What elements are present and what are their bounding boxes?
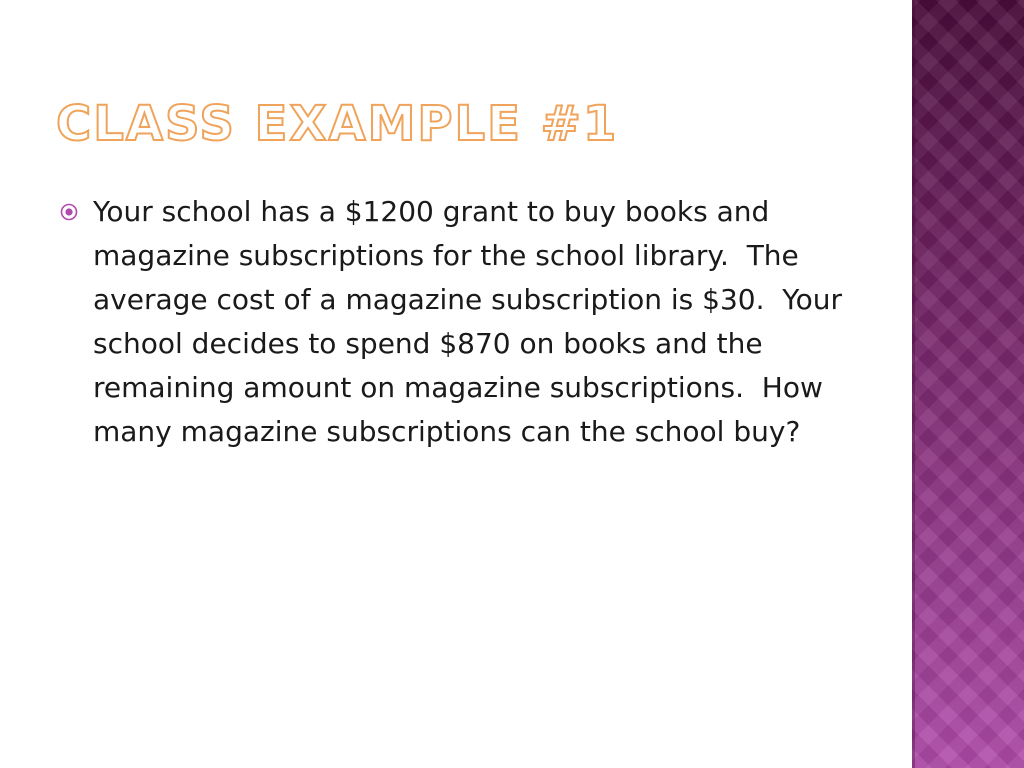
circle-dot-icon — [60, 203, 78, 221]
side-band-edge — [912, 0, 915, 768]
decorative-side-band — [912, 0, 1024, 768]
bullet-text: Your school has a $1200 grant to buy books and magazine subscriptions for the school library. The average cost of a magazine subscription is $30. Your school decides to spend $870 on books and the remaining amount on magazine subscriptions. How many magazine subscriptions can the school buy? — [93, 195, 851, 448]
slide-title: CLASS EXAMPLE #1 — [56, 96, 619, 152]
diamond-pattern — [912, 0, 1024, 768]
slide-content — [60, 190, 850, 454]
bullet-item — [60, 190, 850, 454]
